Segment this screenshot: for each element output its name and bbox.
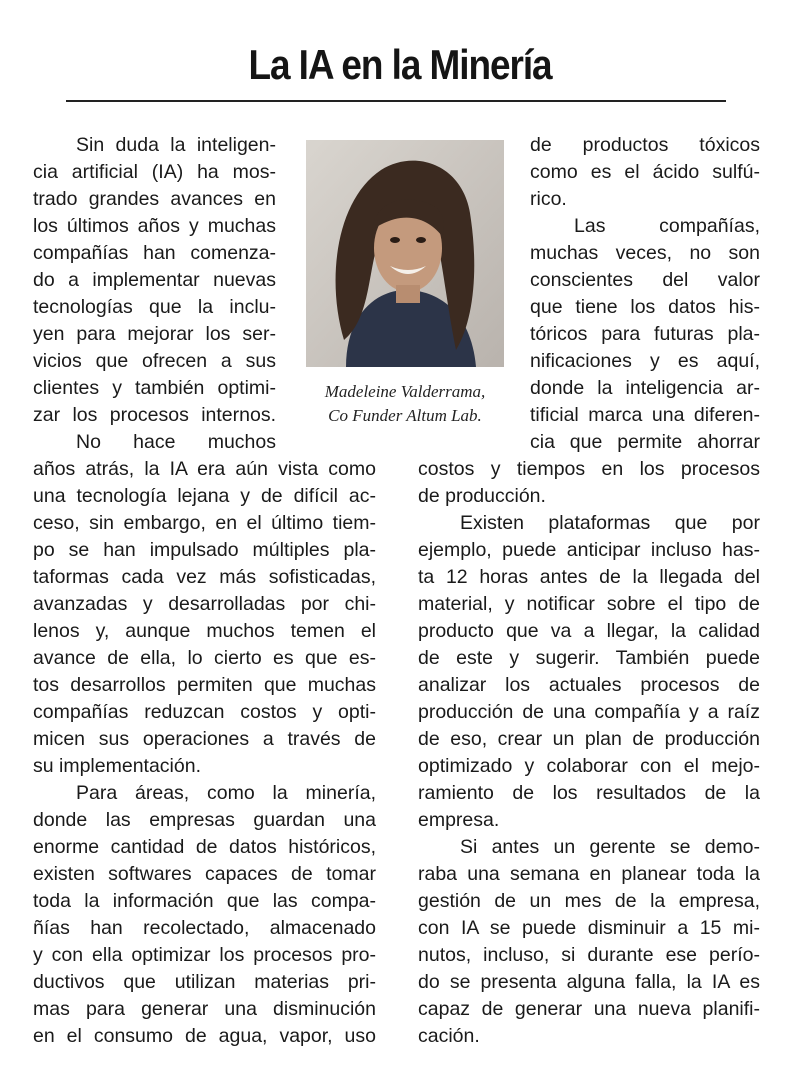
article-title: La IA en la Minería (248, 41, 552, 88)
text-line: avanzadas y desarrolladas por chi- (33, 593, 376, 615)
text-line: su implementación. (33, 755, 201, 777)
text-line: de productos tóxicos (530, 134, 760, 156)
text-line: cia que permite ahorrar (530, 431, 760, 453)
text-line: tecnologías que la inclu- (33, 296, 276, 318)
text-line: trado grandes avances en (33, 188, 276, 210)
text-line: do se presenta alguna falla, la IA es (418, 971, 760, 993)
text-line: Sin duda la inteligen- (76, 134, 276, 156)
text-line: nutos, incluso, si durante ese perío- (418, 944, 760, 966)
text-line: ductivos que utilizan materias pri- (33, 971, 376, 993)
text-line: como es el ácido sulfú- (530, 161, 760, 183)
text-line: ta 12 horas antes de la llegada del (418, 566, 760, 588)
text-line: que tiene los datos his- (530, 296, 760, 318)
text-line: de eso, crear un plan de producción (418, 728, 760, 750)
text-line: de producción. (418, 485, 546, 507)
title-divider (66, 100, 726, 102)
text-line: tificial marca una diferen- (530, 404, 760, 426)
text-line: ceso, sin embargo, en el último tiem- (33, 512, 376, 534)
text-line: yen para mejorar los ser- (33, 323, 276, 345)
text-line: existen softwares capaces de tomar (33, 863, 376, 885)
text-line: donde las empresas guardan una (33, 809, 376, 831)
text-line: ñías han recolectado, almacenado (33, 917, 376, 939)
text-line: nificaciones y es aquí, (530, 350, 760, 372)
text-line: y con ella optimizar los procesos pro- (33, 944, 376, 966)
text-line: po se han impulsado múltiples pla- (33, 539, 376, 561)
text-line: clientes y también optimi- (33, 377, 276, 399)
text-line: raba una semana en planear toda la (418, 863, 760, 885)
text-line: ramiento de los resultados de la (418, 782, 760, 804)
text-line: toda la información que las compa- (33, 890, 376, 912)
text-line: Las compañías, (574, 215, 760, 237)
text-line: material, y notificar sobre el tipo de (418, 593, 760, 615)
text-line: compañías han comenza- (33, 242, 276, 264)
text-line: con IA se puede disminuir a 15 mi- (418, 917, 760, 939)
text-line: analizar los actuales procesos de (418, 674, 760, 696)
text-line: donde la inteligencia ar- (530, 377, 760, 399)
text-line: ejemplo, puede anticipar incluso has- (418, 539, 760, 561)
text-line: muchas veces, no son (530, 242, 760, 264)
text-line: compañías reduzcan costos y opti- (33, 701, 376, 723)
text-line: cia artificial (IA) ha mos- (33, 161, 276, 183)
photo-caption-title: Co Funder Altum Lab. (328, 406, 482, 425)
text-line: lenos y, aunque muchos temen el (33, 620, 376, 642)
text-line: producción de una compañía y a raíz (418, 701, 760, 723)
text-line: No hace muchos (76, 431, 276, 453)
text-line: tos desarrollos permiten que muchas (33, 674, 376, 696)
text-line: zar los procesos internos. (33, 404, 276, 426)
text-line: en el consumo de agua, vapor, uso (33, 1025, 376, 1047)
text-line: Existen plataformas que por (460, 512, 760, 534)
text-line: rico. (530, 188, 567, 210)
text-line: capaz de generar una nueva planifi- (418, 998, 760, 1020)
text-line: gestión de un mes de la empresa, (418, 890, 760, 912)
text-line: Si antes un gerente se demo- (460, 836, 760, 858)
text-line: optimizado y colaborar con el mejo- (418, 755, 760, 777)
author-photo (306, 140, 504, 367)
text-line: taformas cada vez más sofisticadas, (33, 566, 376, 588)
text-line: de este y sugerir. También puede (418, 647, 760, 669)
text-line: vicios que ofrecen a sus (33, 350, 276, 372)
text-line: conscientes del valor (530, 269, 760, 291)
text-line: cación. (418, 1025, 480, 1047)
text-line: una tecnología lejana y de difícil ac- (33, 485, 376, 507)
text-line: tóricos para futuras pla- (530, 323, 760, 345)
text-line: los últimos años y muchas (33, 215, 276, 237)
text-line: micen sus operaciones a través de (33, 728, 376, 750)
text-line: Para áreas, como la minería, (76, 782, 376, 804)
text-line: enorme cantidad de datos históricos, (33, 836, 376, 858)
photo-caption-name: Madeleine Valderrama, (324, 382, 486, 401)
text-line: costos y tiempos en los procesos (418, 458, 760, 480)
text-line: avance de ella, lo cierto es que es- (33, 647, 376, 669)
text-line: producto que va a llegar, la calidad (418, 620, 760, 642)
text-line: años atrás, la IA era aún vista como (33, 458, 376, 480)
text-line: empresa. (418, 809, 500, 831)
text-line: do a implementar nuevas (33, 269, 276, 291)
text-line: mas para generar una disminución (33, 998, 376, 1020)
